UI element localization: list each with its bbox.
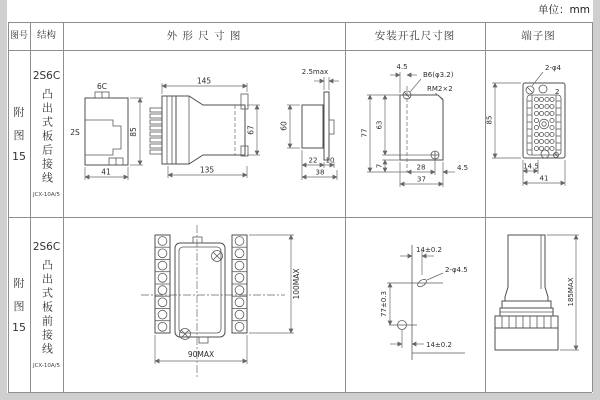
- dim-label: 4.5: [457, 164, 469, 172]
- terminal-holes: [534, 97, 554, 150]
- dim-label: 145: [196, 76, 212, 86]
- header-mounting: 安装开孔尺寸图: [374, 30, 456, 42]
- structure-model: 2S6C: [32, 69, 61, 82]
- dim-label: 6C: [96, 82, 108, 91]
- thread-spec-label: RM2×2: [427, 85, 453, 93]
- fig-no-row1: [8, 50, 30, 217]
- hole-spec-label: 2-φ4.5: [445, 266, 468, 274]
- outline-drawing-front: [63, 217, 345, 392]
- dim-label: 10: [325, 156, 335, 165]
- dim-label: 14.5: [523, 162, 539, 171]
- mounting-drawing-front: [345, 217, 485, 392]
- dim-label: 100MAX: [292, 268, 301, 300]
- terminal-number: 2: [555, 88, 560, 96]
- side-view: [150, 77, 260, 179]
- left-terminal-column: [155, 235, 170, 333]
- fig-char: 15: [12, 321, 26, 334]
- fig-char: 图: [13, 300, 25, 313]
- dim-label: 90MAX: [187, 350, 215, 359]
- end-view: [70, 82, 143, 180]
- unit-label: 单位：mm: [538, 4, 590, 16]
- right-terminal-column: [232, 235, 247, 333]
- dim-label: 14±0.2: [426, 341, 452, 349]
- dim-label: 63: [375, 120, 384, 130]
- structure-model: 2S6C: [32, 240, 61, 253]
- terminal-drawing-rear: [485, 50, 592, 217]
- terminal-number-strips: [528, 101, 561, 150]
- dim-label: 135: [199, 165, 215, 175]
- terminal-drawing-front: [485, 217, 592, 392]
- structure-desc: 凸出式板后接线: [40, 87, 54, 186]
- header-terminal: 端子图: [521, 30, 556, 42]
- outline-drawing-rear: [63, 50, 345, 217]
- structure-subtype: JCX-10A/5: [32, 191, 61, 198]
- table-border-bottom: [8, 392, 592, 393]
- fig-char: 附: [13, 277, 25, 290]
- mounting-drawing-rear: [345, 50, 485, 217]
- dim-label: 85: [485, 115, 494, 125]
- fig-char: 图: [13, 129, 25, 142]
- dim-label: 37: [417, 175, 426, 184]
- fig-char: 附: [13, 106, 25, 119]
- dim-label: 4.5: [396, 63, 408, 71]
- hole-spec-label: B6(φ3.2): [423, 71, 454, 79]
- dim-label: 60: [279, 121, 289, 131]
- dim-label: 7: [375, 163, 384, 169]
- dim-label: 2S: [70, 128, 80, 137]
- dim-label: 185MAX: [567, 277, 575, 307]
- mount-hole-label: 2-φ4: [545, 64, 562, 72]
- socket-terminal-ticks: [502, 316, 551, 328]
- dim-label: 14±0.2: [416, 246, 442, 254]
- dim-label: 28: [416, 163, 426, 172]
- structure-subtype: JCX-10A/5: [32, 362, 61, 369]
- structure-row1: [30, 50, 63, 217]
- dim-label: 85: [129, 127, 138, 137]
- structure-desc: 凸出式板前接线: [40, 258, 54, 357]
- table-border-right: [592, 22, 593, 392]
- dim-label: 41: [539, 174, 549, 183]
- fig-no-row2: [8, 217, 30, 392]
- dim-label: 22: [308, 156, 318, 165]
- header-fig-no: 图号: [9, 31, 28, 41]
- structure-row2: [30, 217, 63, 392]
- header-structure: 结构: [36, 30, 56, 41]
- dim-label: 67: [246, 125, 256, 135]
- header-outline: 外 形 尺 寸 图: [166, 30, 242, 42]
- dim-label: 38: [315, 168, 325, 177]
- dim-label: 77±0.3: [380, 291, 388, 317]
- dim-label: 77: [360, 128, 369, 138]
- dim-label: 2.5max: [301, 68, 329, 76]
- dim-label: 41: [101, 167, 111, 177]
- fig-char: 15: [12, 150, 26, 163]
- panel-edge-view: [280, 68, 340, 180]
